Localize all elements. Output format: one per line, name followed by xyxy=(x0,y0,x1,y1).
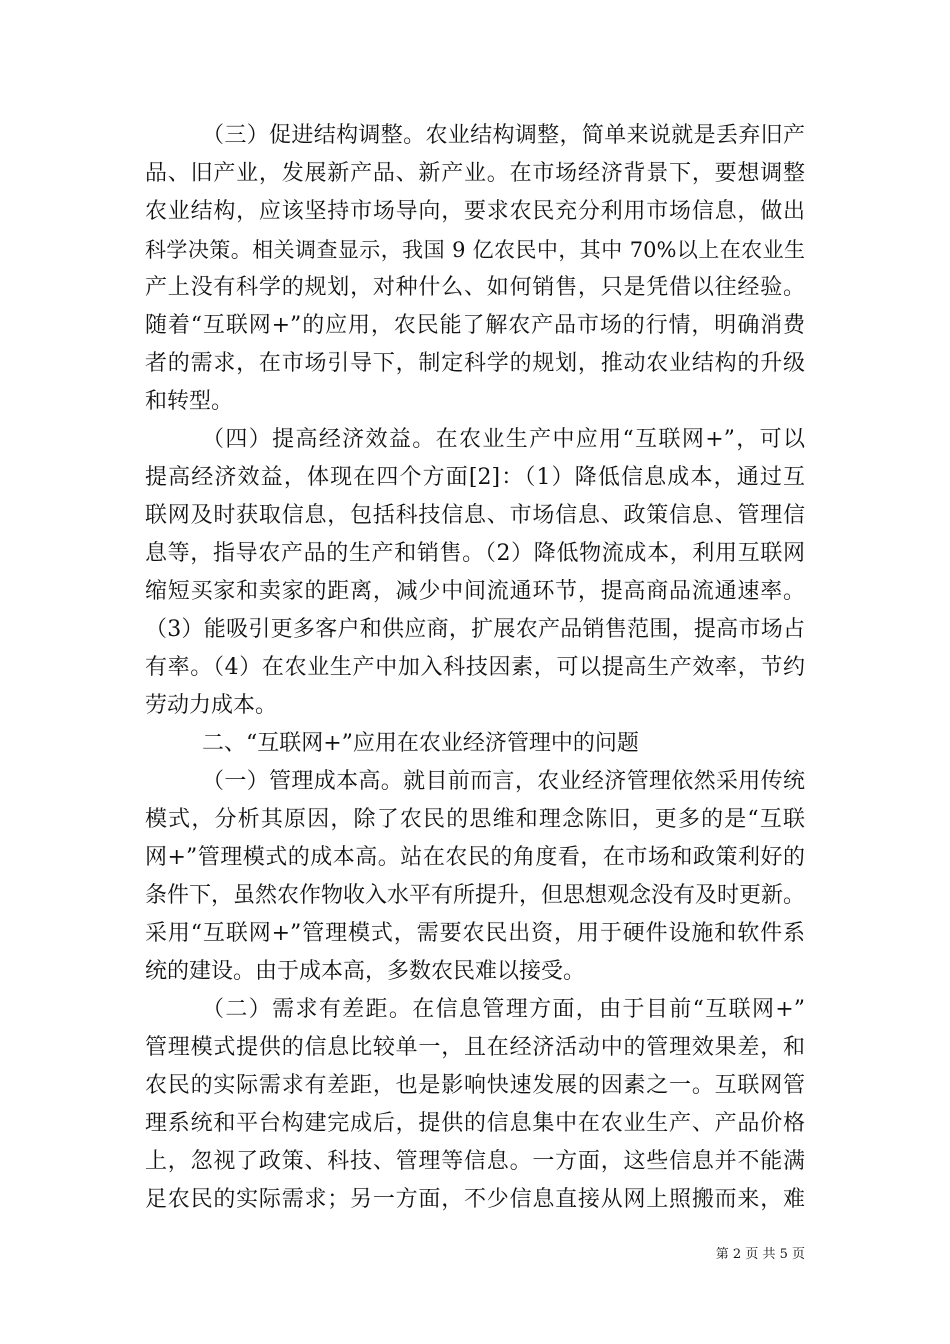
p6-line-3: 农民的实际需求有差距，也是影响快速发展的因素之一。互联网管 xyxy=(145,1073,805,1098)
p3-line-5: 产上没有科学的规划，对种什么、如何销售，只是凭借以往经验。 xyxy=(145,275,805,300)
p3-line-3: 农业结构，应该坚持市场导向，要求农民充分利用市场信息，做出 xyxy=(145,199,805,224)
p4-line-3: 联网及时获取信息，包括科技信息、市场信息、政策信息、管理信 xyxy=(145,503,805,528)
section-heading: 二、“互联网+”应用在农业经济管理中的问题 xyxy=(202,731,639,756)
page-number: 第 2 页 共 5 页 xyxy=(715,1247,805,1262)
p3-line-4: 科学决策。相关调查显示，我国 9 亿农民中，其中 70%以上在农业生 xyxy=(145,238,805,262)
p6-line-1: （二）需求有差距。在信息管理方面，由于目前“互联网+” xyxy=(202,997,805,1022)
p5-line-1: （一）管理成本高。就目前而言，农业经济管理依然采用传统 xyxy=(202,769,805,794)
p6-line-2: 管理模式提供的信息比较单一，且在经济活动中的管理效果差，和 xyxy=(145,1035,805,1060)
p5-line-3: 网+”管理模式的成本高。站在农民的角度看，在市场和政策利好的 xyxy=(145,845,805,870)
p3-line-7: 者的需求，在市场引导下，制定科学的规划，推动农业结构的升级 xyxy=(145,351,805,376)
p3-line-1: （三）促进结构调整。农业结构调整，简单来说就是丢弃旧产 xyxy=(202,123,805,148)
p3-line-6: 随着“互联网+”的应用，农民能了解农产品市场的行情，明确消费 xyxy=(145,313,805,338)
p5-line-5: 采用“互联网+”管理模式，需要农民出资，用于硬件设施和软件系 xyxy=(145,921,805,946)
p4-line-4: 息等，指导农产品的生产和销售。（2）降低物流成本，利用互联网 xyxy=(145,541,805,566)
p4-line-7: 有率。（4）在农业生产中加入科技因素，可以提高生产效率，节约 xyxy=(145,655,805,680)
p6-line-5: 上，忽视了政策、科技、管理等信息。一方面，这些信息并不能满 xyxy=(145,1149,805,1174)
p5-line-4: 条件下，虽然农作物收入水平有所提升，但思想观念没有及时更新。 xyxy=(145,883,806,908)
p3-line-8: 和转型。 xyxy=(145,389,234,414)
p4-line-6: （3）能吸引更多客户和供应商，扩展农产品销售范围，提高市场占 xyxy=(145,617,805,642)
p4-line-8: 劳动力成本。 xyxy=(145,693,278,718)
p5-line-6: 统的建设。由于成本高，多数农民难以接受。 xyxy=(145,959,586,984)
p4-line-2: 提高经济效益，体现在四个方面[2]：（1）降低信息成本，通过互 xyxy=(145,465,805,490)
p4-line-5: 缩短买家和卖家的距离，减少中间流通环节，提高商品流通速率。 xyxy=(145,579,805,604)
p6-line-6: 足农民的实际需求；另一方面，不少信息直接从网上照搬而来，难 xyxy=(145,1187,805,1212)
p3-line-2: 品、旧产业，发展新产品、新产业。在市场经济背景下，要想调整 xyxy=(145,161,805,186)
p5-line-2: 模式，分析其原因，除了农民的思维和理念陈旧，更多的是“互联 xyxy=(145,807,805,832)
p4-line-1: （四）提高经济效益。在农业生产中应用“互联网+”，可以 xyxy=(202,427,805,452)
p6-line-4: 理系统和平台构建完成后，提供的信息集中在农业生产、产品价格 xyxy=(145,1111,805,1136)
